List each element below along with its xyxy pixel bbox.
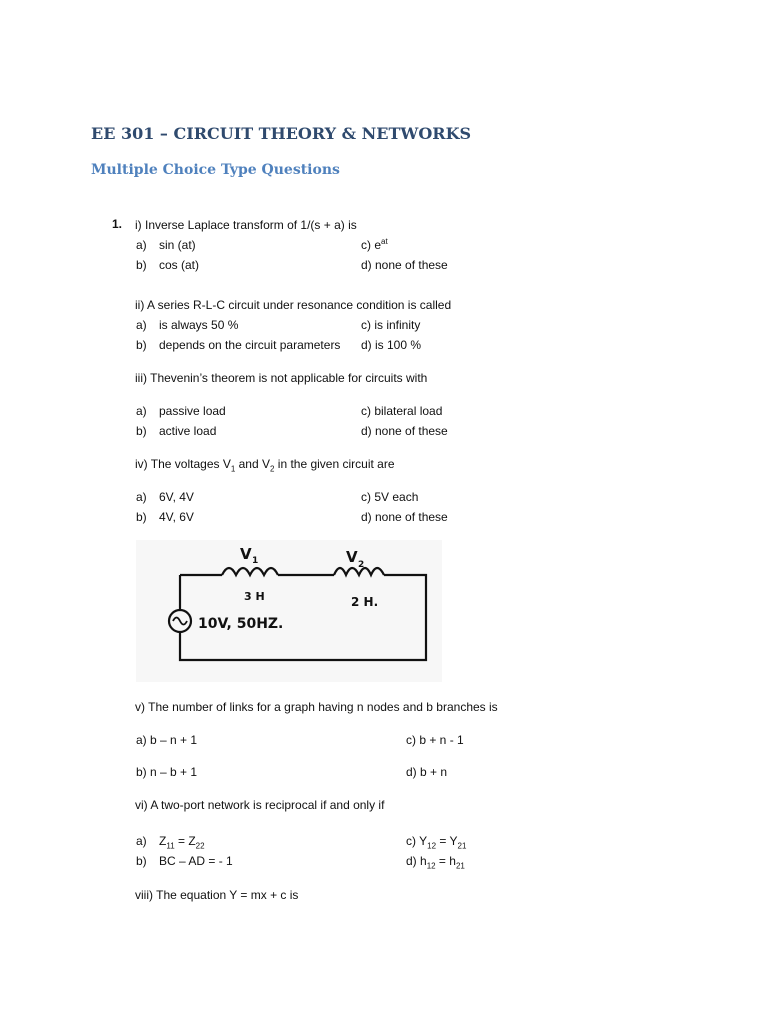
option-letter: b) — [136, 424, 147, 438]
question-6-option-c — [406, 833, 466, 849]
option-text: sin (at) — [159, 238, 196, 252]
question-4-option-b — [136, 509, 194, 525]
option-text: d) h — [406, 854, 427, 868]
stem-subscript: 1 — [230, 464, 236, 474]
page-title: EE 301 – CIRCUIT THEORY & NETWORKS — [91, 124, 472, 143]
option-letter: b) — [136, 854, 147, 868]
question-2-option-c: c) is infinity — [361, 318, 421, 332]
option-text: 4V, 6V — [159, 510, 194, 524]
option-text: = h — [435, 854, 456, 868]
stem-subscript: 2 — [269, 464, 275, 474]
circuit-svg — [136, 540, 442, 682]
option-superscript: at — [381, 237, 388, 246]
question-2-option-a — [136, 317, 238, 333]
v1-label: V — [240, 545, 252, 563]
option-letter: a) — [136, 490, 147, 504]
question-1-option-a — [136, 237, 196, 253]
question-1-stem: i) Inverse Laplace transform of 1/(s + a) is — [135, 218, 357, 232]
question-6-option-d — [406, 853, 465, 869]
section-heading: Multiple Choice Type Questions — [91, 162, 340, 178]
v2-subscript: 2 — [358, 560, 365, 570]
option-letter: a) — [136, 404, 147, 418]
option-text: = Z — [174, 834, 196, 848]
option-text: BC – AD = - 1 — [159, 854, 233, 868]
question-2-option-d: d) is 100 % — [361, 338, 422, 352]
question-4-option-d: d) none of these — [361, 510, 448, 524]
option-subscript: 22 — [195, 841, 205, 851]
question-3-option-a — [136, 403, 226, 419]
question-3-option-c: c) bilateral load — [361, 404, 443, 418]
question-3-option-b — [136, 423, 216, 439]
question-5-option-c: c) b + n - 1 — [406, 733, 464, 747]
question-number: 1. — [112, 217, 123, 231]
question-2-stem: ii) A series R-L-C circuit under resonance condition is called — [135, 298, 452, 312]
option-subscript: 12 — [427, 841, 437, 851]
question-5-option-a: a) b – n + 1 — [136, 733, 198, 747]
question-8-stem: viii) The equation Y = mx + c is — [135, 888, 299, 902]
option-text: 6V, 4V — [159, 490, 194, 504]
option-letter: b) — [136, 338, 147, 352]
v1-subscript: 1 — [252, 556, 259, 566]
option-subscript: 11 — [166, 841, 175, 851]
option-text: c) e — [361, 238, 382, 252]
option-text: = Y — [436, 834, 458, 848]
option-subscript: 21 — [457, 841, 467, 851]
stem-text: in the given circuit are — [274, 457, 395, 471]
question-1-option-b — [136, 257, 199, 273]
option-text: active load — [159, 424, 217, 438]
stem-text: iv) The voltages V — [135, 457, 231, 471]
circuit-diagram — [136, 540, 442, 682]
option-letter: b) — [136, 258, 147, 272]
stem-text: and V — [235, 457, 270, 471]
option-letter: a) — [136, 318, 147, 332]
question-4-stem — [135, 456, 395, 472]
option-subscript: 21 — [455, 861, 465, 871]
question-2-option-b — [136, 337, 340, 353]
question-1-option-d: d) none of these — [361, 258, 448, 272]
question-6-option-a — [136, 833, 205, 849]
question-4-option-c: c) 5V each — [361, 490, 419, 504]
question-6-option-b — [136, 853, 233, 869]
option-letter: a) — [136, 834, 147, 848]
option-text: depends on the circuit parameters — [159, 338, 341, 352]
question-1-option-c — [361, 237, 388, 253]
question-4-option-a — [136, 489, 194, 505]
inductor-1-icon — [222, 568, 278, 575]
option-text: cos (at) — [159, 258, 200, 272]
l2-label: 2 H. — [351, 595, 379, 609]
question-3-stem: iii) Thevenin’s theorem is not applicable for circuits with — [135, 371, 428, 385]
l1-label: 3 H — [244, 590, 265, 603]
ac-wave-icon — [173, 618, 187, 625]
question-3-option-d: d) none of these — [361, 424, 448, 438]
question-5-option-d: d) b + n — [406, 765, 448, 779]
option-letter: b) — [136, 510, 147, 524]
question-5-stem: v) The number of links for a graph having n nodes and b branches is — [135, 700, 498, 714]
option-text: passive load — [159, 404, 226, 418]
option-text: c) Y — [406, 834, 428, 848]
v2-label: V — [346, 548, 358, 566]
option-letter: a) — [136, 238, 147, 252]
option-subscript: 12 — [426, 861, 436, 871]
option-text: Z — [159, 834, 167, 848]
question-6-stem: vi) A two-port network is reciprocal if and only if — [135, 798, 385, 812]
option-text: is always 50 % — [159, 318, 239, 332]
question-5-option-b: b) n – b + 1 — [136, 765, 198, 779]
source-label: 10V, 50HZ. — [198, 616, 284, 632]
